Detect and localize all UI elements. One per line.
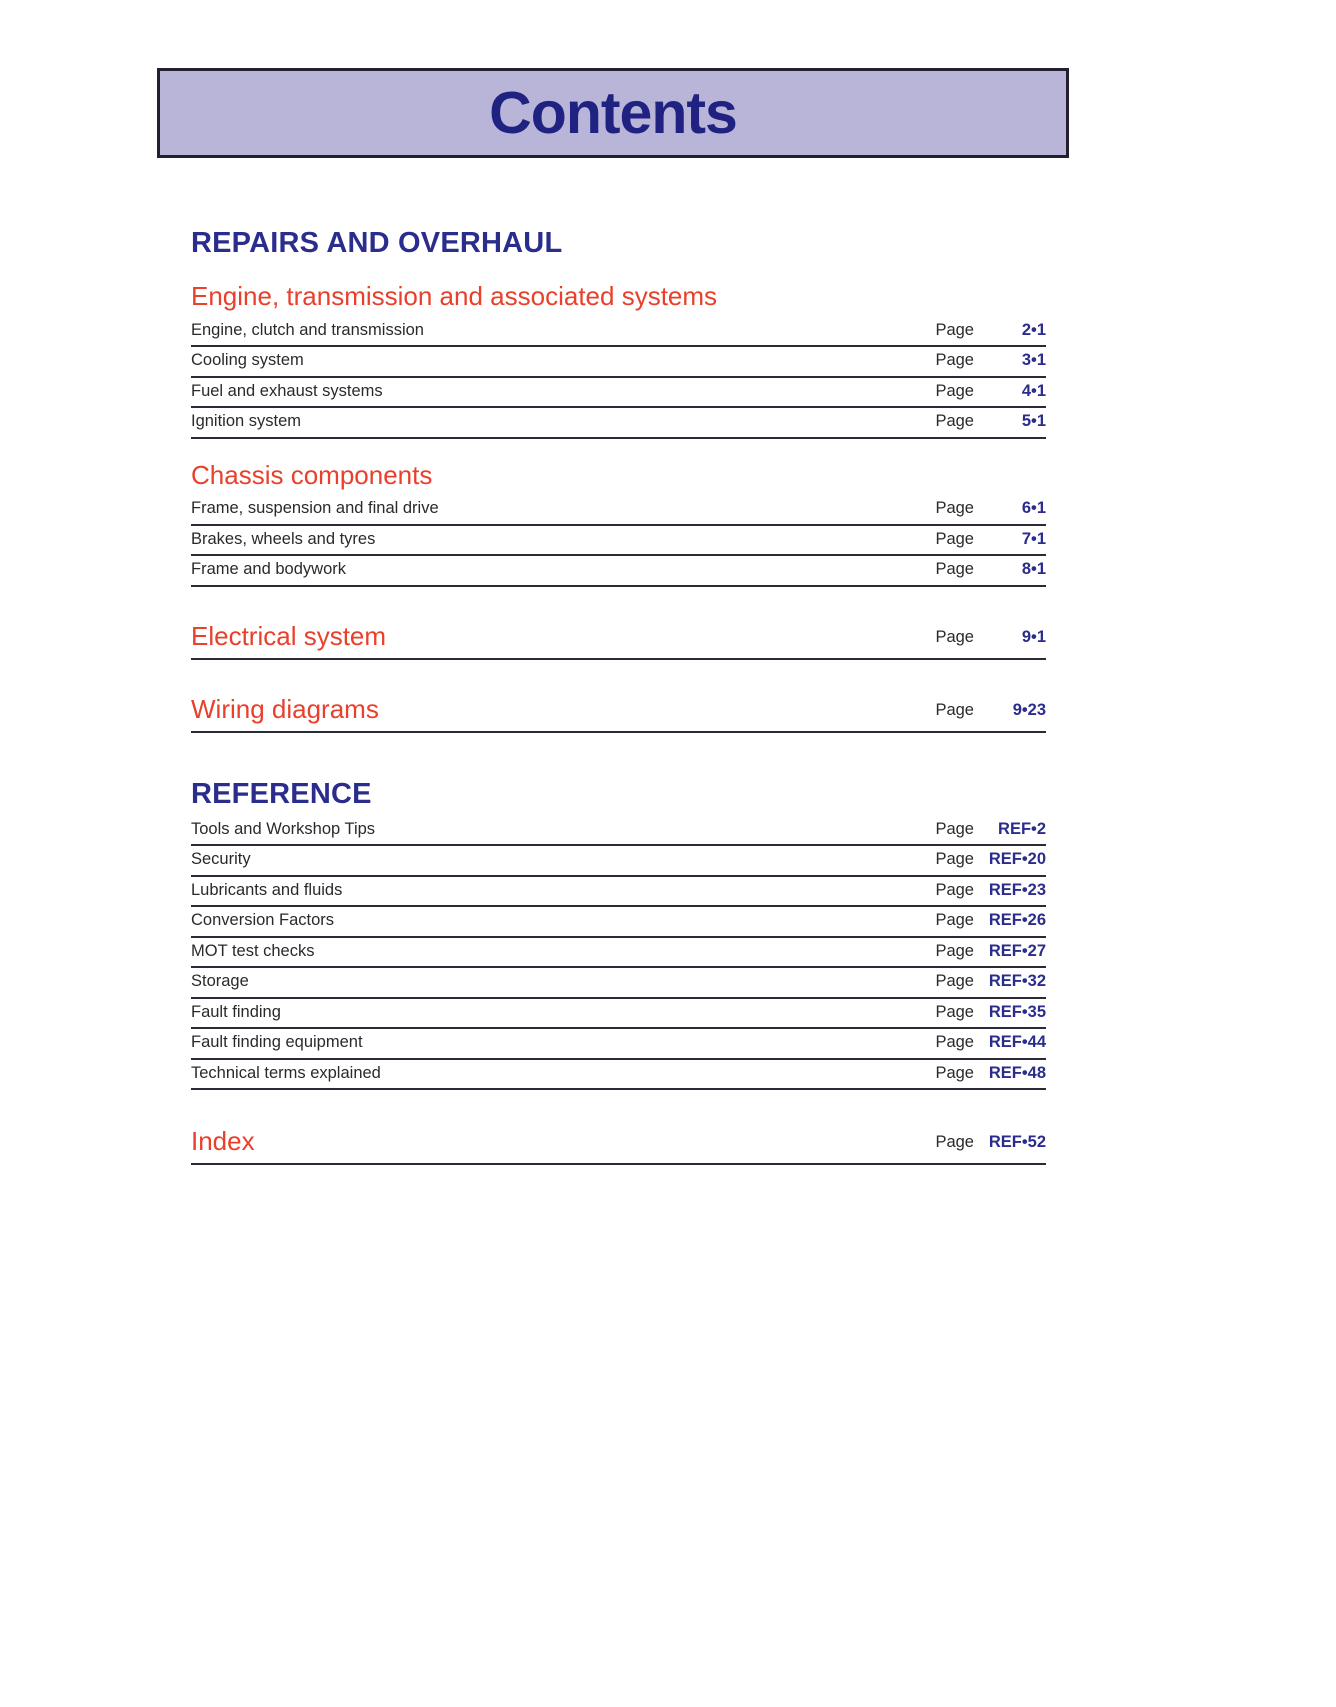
toc-row[interactable] (191, 1060, 1046, 1090)
toc-entry-title: Tools and Workshop Tips (191, 820, 376, 838)
toc-entry-title: Technical terms explained (191, 1063, 381, 1082)
toc-entry-page-number: REF•48 (988, 1063, 1046, 1082)
toc-entry-page-label: Page (935, 820, 974, 838)
toc-entry-page-number: REF•52 (988, 1132, 1046, 1151)
toc-entry-page-label: Page (935, 381, 974, 400)
group-chassis-components (191, 461, 1046, 587)
group-heading-engine-transmission: Engine, transmission and associated systems (191, 280, 718, 311)
toc-row[interactable] (191, 907, 1046, 937)
toc-entry-title: Storage (191, 972, 249, 991)
group-index (191, 1126, 1046, 1165)
toc-entry-page-label: Page (935, 941, 974, 960)
toc-entry-page-number: 9•23 (1012, 700, 1046, 719)
toc-entry-title: Lubricants and fluids (191, 880, 343, 899)
toc-row[interactable] (191, 408, 1046, 438)
toc-entry-page-number: REF•20 (988, 850, 1046, 869)
toc-row[interactable] (191, 347, 1046, 377)
toc-entry-page-label: Page (935, 351, 974, 370)
group-wiring-diagrams (191, 694, 1046, 733)
toc-entry-title: Frame, suspension and final drive (191, 499, 439, 518)
section-heading-reference: REFERENCE (191, 778, 372, 811)
toc-entry-title: Security (191, 850, 251, 869)
toc-entry-page-number: REF•27 (988, 941, 1046, 960)
toc-entry-title: Conversion Factors (191, 911, 335, 930)
toc-entry-page-label: Page (935, 700, 974, 719)
toc-row[interactable] (191, 999, 1046, 1029)
toc-entry-page-label: Page (935, 1132, 974, 1151)
toc-entry-title: Engine, clutch and transmission (191, 320, 424, 339)
toc-entry-title: Index (191, 1125, 255, 1156)
toc-row[interactable] (191, 317, 1046, 347)
toc-row[interactable] (191, 556, 1046, 586)
toc-entry-page-number: 2•1 (1021, 320, 1046, 339)
toc-entry-title: Fault finding equipment (191, 1033, 363, 1052)
group-electrical-system (191, 621, 1046, 660)
toc-entry-page-number: REF•23 (988, 880, 1046, 899)
toc-entry-title: Electrical system (191, 620, 387, 651)
toc-entry-page-label: Page (935, 529, 974, 548)
toc-entry-page-number: 8•1 (1021, 560, 1046, 579)
toc-row[interactable] (191, 378, 1046, 408)
toc-entry-title: Frame and bodywork (191, 560, 346, 579)
toc-entry-page-number: 7•1 (1021, 529, 1046, 548)
toc-entry-page-number: 4•1 (1021, 381, 1046, 400)
toc-entry-page-number: REF•26 (988, 911, 1046, 930)
toc-entry-page-label: Page (935, 911, 974, 930)
toc-entry-page-label: Page (935, 972, 974, 991)
contents-body (191, 228, 1046, 1165)
toc-entry-page-number: REF•2 (998, 820, 1046, 838)
toc-entry-title: MOT test checks (191, 941, 315, 960)
toc-entry-page-label: Page (935, 499, 974, 518)
group-engine-transmission (191, 282, 1046, 439)
toc-row[interactable] (191, 968, 1046, 998)
toc-entry-page-label: Page (935, 627, 974, 646)
toc-row[interactable] (191, 877, 1046, 907)
toc-entry-page-number: REF•32 (988, 972, 1046, 991)
entry-list-engine-transmission (191, 317, 1046, 439)
toc-entry-title: Wiring diagrams (191, 693, 379, 724)
page-title: Contents (489, 79, 737, 146)
group-heading-chassis-components: Chassis components (191, 459, 433, 490)
section-heading-repairs: REPAIRS AND OVERHAUL (191, 227, 563, 259)
toc-entry-page-number: REF•44 (988, 1033, 1046, 1052)
page-header-banner (157, 68, 1069, 158)
toc-entry-page-number: 5•1 (1021, 412, 1046, 431)
toc-row[interactable] (191, 621, 1046, 660)
toc-entry-page-label: Page (935, 1033, 974, 1052)
toc-entry-page-number: 9•1 (1021, 627, 1046, 646)
toc-entry-page-label: Page (935, 1063, 974, 1082)
toc-entry-page-label: Page (935, 880, 974, 899)
toc-entry-title: Ignition system (191, 412, 302, 431)
toc-entry-title: Fuel and exhaust systems (191, 381, 383, 400)
toc-row[interactable] (191, 1126, 1046, 1165)
toc-row[interactable] (191, 694, 1046, 733)
toc-entry-page-number: 3•1 (1021, 351, 1046, 370)
toc-row[interactable] (191, 1029, 1046, 1059)
toc-entry-page-number: REF•35 (988, 1002, 1046, 1021)
entry-list-chassis-components (191, 495, 1046, 586)
toc-row[interactable] (191, 816, 1046, 846)
toc-entry-page-label: Page (935, 850, 974, 869)
toc-entry-title: Brakes, wheels and tyres (191, 529, 376, 548)
entry-list-reference (191, 816, 1046, 1090)
toc-entry-page-label: Page (935, 412, 974, 431)
toc-row[interactable] (191, 938, 1046, 968)
toc-entry-page-label: Page (935, 1002, 974, 1021)
toc-entry-title: Cooling system (191, 351, 304, 370)
toc-row[interactable] (191, 526, 1046, 556)
toc-entry-page-number: 6•1 (1021, 499, 1046, 518)
toc-row[interactable] (191, 495, 1046, 525)
toc-entry-page-label: Page (935, 320, 974, 339)
toc-row[interactable] (191, 846, 1046, 876)
toc-entry-title: Fault finding (191, 1002, 281, 1021)
toc-entry-page-label: Page (935, 560, 974, 579)
